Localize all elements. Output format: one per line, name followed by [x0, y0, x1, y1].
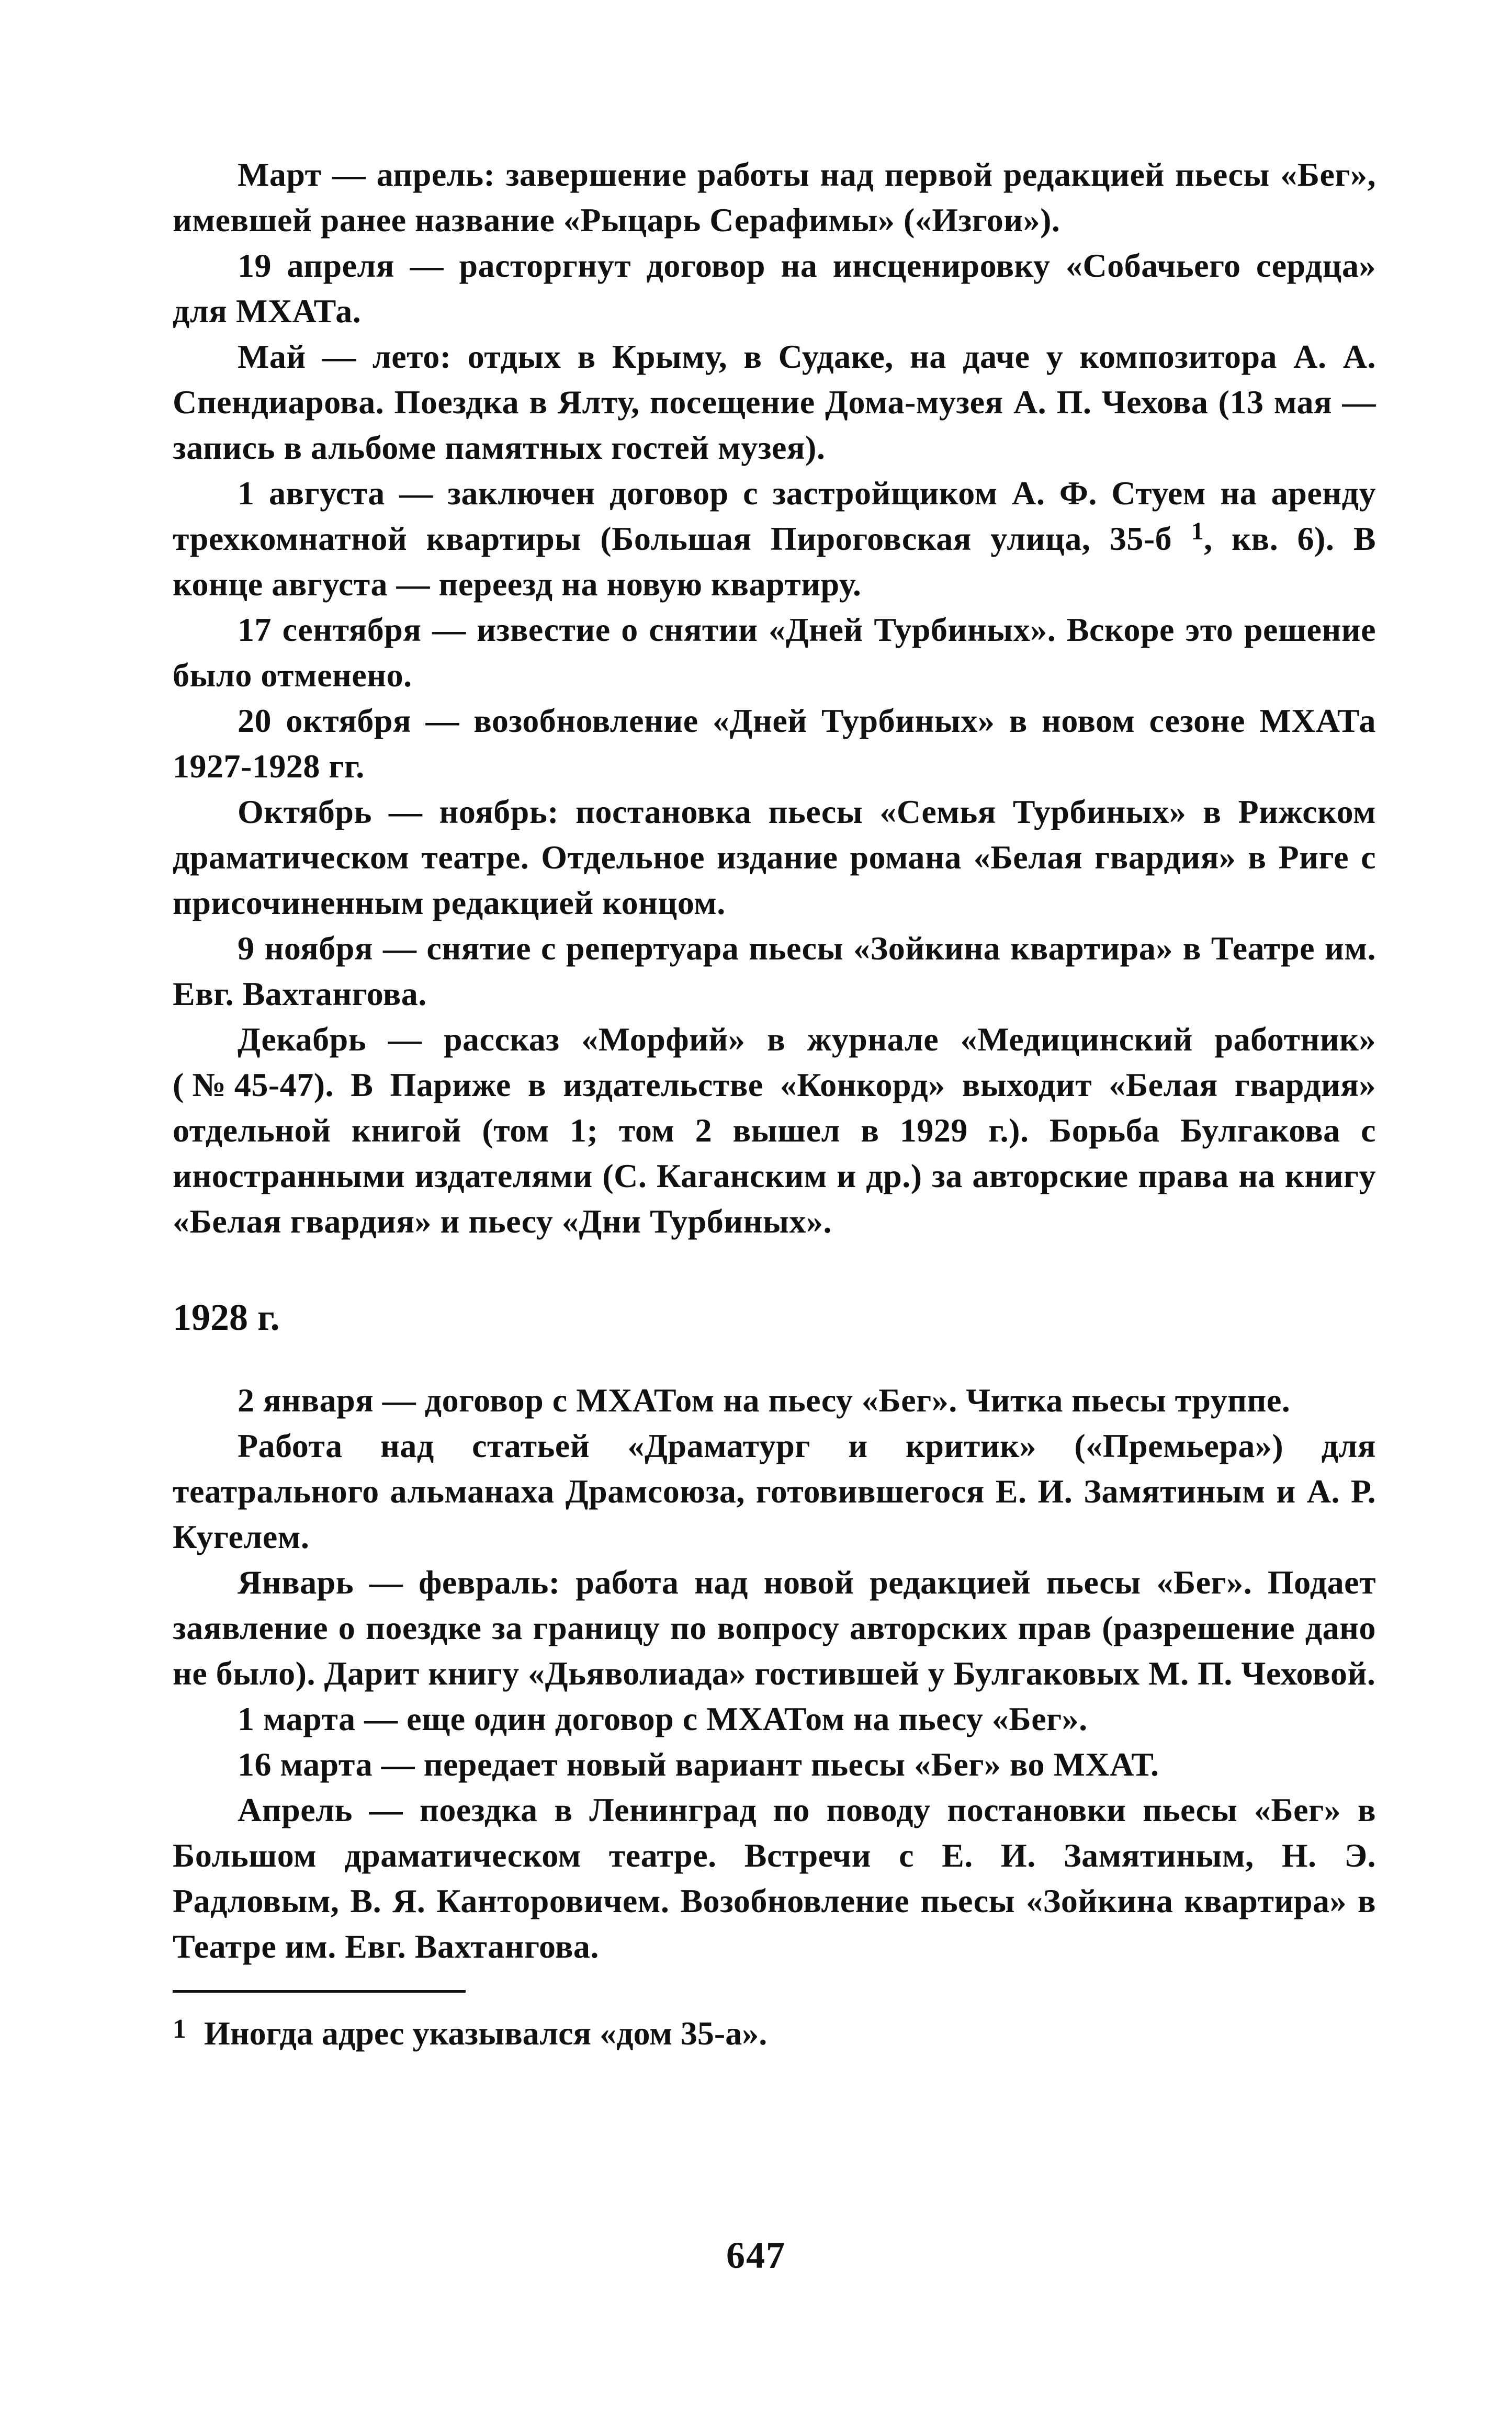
footnote-reference: 1 — [1191, 517, 1204, 545]
paragraph-april: Апрель — поездка в Ленинград по поводу постановки пьесы «Бег» в Большом драматическом театре. Встречи с Е. И. Замятиным, Н. Э. Радловым, В. Я. Канторовичем. Возобновление пьесы «Зойкина квартира» в Театре им. Евг. Вахтангова. — [173, 1791, 1376, 1965]
paragraph-august-1 — [173, 470, 1376, 607]
paragraph-march-1: 1 марта — еще один договор с МХАТом на пьесу «Бег». — [238, 1700, 1088, 1737]
year-heading-1928: 1928 г. — [173, 1296, 280, 1338]
paragraph-march-april: Март — апрель: завершение работы над первой редакцией пьесы «Бег», имевшей ранее название «Рыцарь Серафимы» («Изгои»). — [173, 156, 1376, 239]
paragraph-november-9: 9 ноября — снятие с репертуара пьесы «Зойкина квартира» в Театре им. Евг. Вахтангова. — [173, 930, 1376, 1012]
footnote-text: Иногда адрес указывался «дом 35-а». — [204, 2015, 768, 2052]
footnote-mark: 1 — [173, 2014, 186, 2044]
paragraph-article-work: Работа над статьей «Драматург и критик» («Премьера») для театрального альманаха Драмсоюза, готовившегося Е. И. Замятиным и А. Р. Кугелем. — [173, 1427, 1376, 1555]
page-number: 647 — [726, 2234, 786, 2276]
paragraph-august-1-text: 1 августа — заключен договор с застройщиком А. Ф. Стуем на аренду трехкомнатной квартиры (Большая Пироговская улица, 35-б — [173, 474, 1376, 557]
paragraph-january-february: Январь — февраль: работа над новой редакцией пьесы «Бег». Подает заявление о поездке за границу по вопросу авторских прав (разрешение дано не было). Дарит книгу «Дьяволиада» гостившей у Булгаковых М. П. Чеховой. — [173, 1564, 1376, 1692]
paragraph-october-20: 20 октября — возобновление «Дней Турбиных» в новом сезоне МХАТа 1927-1928 гг. — [173, 702, 1376, 785]
footnote-divider — [173, 1990, 466, 1993]
paragraph-may-summer: Май — лето: отдых в Крыму, в Судаке, на даче у композитора А. А. Спендиарова. Поездка в Ялту, посещение Дома-музея А. П. Чехова (13 мая — запись в альбоме памятных гостей музея). — [173, 338, 1376, 466]
paragraph-september-17: 17 сентября — известие о снятии «Дней Турбиных». Вскоре это решение было отменено. — [173, 611, 1376, 694]
page-body — [173, 152, 1376, 2056]
paragraph-march-16: 16 марта — передает новый вариант пьесы «Бег» во МХАТ. — [238, 1746, 1159, 1783]
paragraph-january-2: 2 января — договор с МХАТом на пьесу «Бег». Читка пьесы труппе. — [238, 1382, 1291, 1419]
paragraph-december: Декабрь — рассказ «Морфий» в журнале «Медицинский работник» (№45-47). В Париже в издательстве «Конкорд» выходит «Белая гвардия» отдельной книгой (том 1; том 2 вышел в 1929 г.). Борьба Булгакова с иностранными издателями (С. Каганским и др.) за авторские права на книгу «Белая гвардия» и пьесу «Дни Турбиных». — [173, 1021, 1376, 1240]
paragraph-august-1-tail: , кв. 6). В конце августа — переезд на новую квартиру. — [173, 520, 1376, 603]
paragraph-october-november: Октябрь — ноябрь: постановка пьесы «Семья Турбиных» в Рижском драматическом театре. Отдельное издание романа «Белая гвардия» в Риге с присочиненным редакцией концом. — [173, 793, 1376, 921]
footnote — [173, 2010, 1376, 2056]
paragraph-april-19: 19 апреля — расторгнут договор на инсценировку «Собачьего сердца» для МХАТа. — [173, 247, 1376, 330]
